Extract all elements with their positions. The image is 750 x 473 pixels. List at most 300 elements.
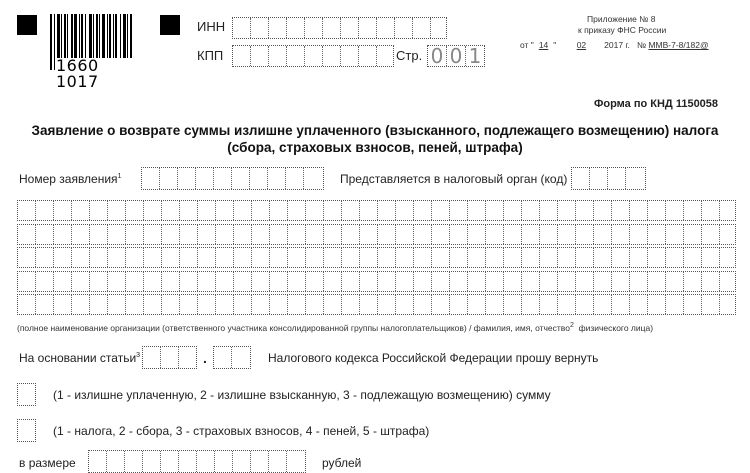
full-name-cell[interactable] xyxy=(324,295,342,314)
full-name-cell[interactable] xyxy=(18,225,36,244)
full-name-cell[interactable] xyxy=(720,295,735,314)
article-paragraph-cell[interactable] xyxy=(232,347,250,368)
full-name-cell[interactable] xyxy=(720,248,735,267)
full-name-row[interactable] xyxy=(17,224,736,245)
kpp-cell[interactable] xyxy=(323,46,341,66)
full-name-cell[interactable] xyxy=(684,225,702,244)
full-name-cell[interactable] xyxy=(648,201,666,220)
full-name-cell[interactable] xyxy=(594,225,612,244)
inn-cell[interactable] xyxy=(287,18,305,38)
article-cell[interactable] xyxy=(179,347,196,368)
refund-type-text: (1 - излишне уплаченную, 2 - излишне взысканную, 3 - подлежащую возмещению) сумму xyxy=(53,388,551,402)
full-name-cell[interactable] xyxy=(468,272,486,291)
tax-authority-cell[interactable] xyxy=(572,168,590,189)
full-name-cell[interactable] xyxy=(468,248,486,267)
full-name-cell[interactable] xyxy=(612,201,630,220)
full-name-cell[interactable] xyxy=(324,272,342,291)
full-name-cell[interactable] xyxy=(576,225,594,244)
amount-cell[interactable] xyxy=(125,451,143,472)
full-name-cell[interactable] xyxy=(540,248,558,267)
full-name-cell[interactable] xyxy=(234,295,252,314)
full-name-cell[interactable] xyxy=(486,225,504,244)
full-name-cell[interactable] xyxy=(234,225,252,244)
full-name-cell[interactable] xyxy=(594,248,612,267)
alignment-marker-right xyxy=(160,15,180,35)
full-name-cell[interactable] xyxy=(360,201,378,220)
payment-type-cell[interactable] xyxy=(18,420,35,441)
form-title-line2: (сбора, страховых взносов, пеней, штрафа) xyxy=(227,140,523,155)
full-name-cell[interactable] xyxy=(90,295,108,314)
full-name-cell[interactable] xyxy=(684,272,702,291)
full-name-cell[interactable] xyxy=(432,248,450,267)
full-name-cell[interactable] xyxy=(450,201,468,220)
full-name-cell[interactable] xyxy=(720,272,735,291)
inn-cell[interactable] xyxy=(323,18,341,38)
full-name-cell[interactable] xyxy=(378,295,396,314)
full-name-cell[interactable] xyxy=(576,201,594,220)
full-name-cell[interactable] xyxy=(72,225,90,244)
tax-authority-label: Представляется в налоговый орган (код) xyxy=(340,172,568,186)
full-name-cell[interactable] xyxy=(72,248,90,267)
full-name-cell[interactable] xyxy=(522,225,540,244)
application-number-field[interactable] xyxy=(141,167,324,190)
full-name-cell[interactable] xyxy=(342,248,360,267)
application-number-cell[interactable] xyxy=(142,168,160,189)
full-name-cell[interactable] xyxy=(378,248,396,267)
full-name-cell[interactable] xyxy=(396,201,414,220)
full-name-cell[interactable] xyxy=(306,272,324,291)
annex-day: 14 xyxy=(538,40,549,50)
kpp-cell[interactable] xyxy=(269,46,287,66)
tax-authority-cell[interactable] xyxy=(590,168,608,189)
full-name-cell[interactable] xyxy=(180,272,198,291)
full-name-cell[interactable] xyxy=(360,272,378,291)
full-name-cell[interactable] xyxy=(36,272,54,291)
full-name-cell[interactable] xyxy=(162,295,180,314)
full-name-cell[interactable] xyxy=(504,295,522,314)
full-name-cell[interactable] xyxy=(234,201,252,220)
full-name-cell[interactable] xyxy=(360,295,378,314)
full-name-cell[interactable] xyxy=(162,248,180,267)
tax-authority-cell[interactable] xyxy=(608,168,626,189)
page-label: Стр. xyxy=(396,48,423,63)
annex-line1: Приложение № 8 xyxy=(587,14,656,24)
full-name-cell[interactable] xyxy=(630,225,648,244)
full-name-cell[interactable] xyxy=(270,201,288,220)
full-name-cell[interactable] xyxy=(270,225,288,244)
inn-label: ИНН xyxy=(197,19,226,34)
full-name-cell[interactable] xyxy=(378,272,396,291)
inn-cell[interactable] xyxy=(341,18,359,38)
kpp-label: КПП xyxy=(197,48,224,63)
full-name-cell[interactable] xyxy=(378,201,396,220)
full-name-cell[interactable] xyxy=(486,248,504,267)
application-number-cell[interactable] xyxy=(268,168,286,189)
full-name-cell[interactable] xyxy=(90,201,108,220)
article-cell[interactable] xyxy=(161,347,179,368)
full-name-cell[interactable] xyxy=(108,225,126,244)
full-name-cell[interactable] xyxy=(270,272,288,291)
full-name-cell[interactable] xyxy=(108,201,126,220)
inn-cell[interactable] xyxy=(269,18,287,38)
full-name-cell[interactable] xyxy=(216,201,234,220)
full-name-cell[interactable] xyxy=(54,201,72,220)
full-name-cell[interactable] xyxy=(90,248,108,267)
application-number-cell[interactable] xyxy=(214,168,232,189)
full-name-cell[interactable] xyxy=(648,272,666,291)
full-name-cell[interactable] xyxy=(684,295,702,314)
full-name-cell[interactable] xyxy=(576,248,594,267)
full-name-cell[interactable] xyxy=(180,248,198,267)
full-name-cell[interactable] xyxy=(36,225,54,244)
full-name-cell[interactable] xyxy=(576,295,594,314)
full-name-cell[interactable] xyxy=(558,225,576,244)
full-name-cell[interactable] xyxy=(144,248,162,267)
full-name-cell[interactable] xyxy=(126,272,144,291)
kpp-cell[interactable] xyxy=(251,46,269,66)
payment-type-text: (1 - налога, 2 - сбора, 3 - страховых взносов, 4 - пеней, 5 - штрафа) xyxy=(53,424,430,438)
full-name-cell[interactable] xyxy=(684,201,702,220)
full-name-cell[interactable] xyxy=(468,201,486,220)
full-name-cell[interactable] xyxy=(180,225,198,244)
full-name-cell[interactable] xyxy=(666,248,684,267)
full-name-cell[interactable] xyxy=(432,201,450,220)
full-name-cell[interactable] xyxy=(144,201,162,220)
full-name-cell[interactable] xyxy=(324,248,342,267)
full-name-cell[interactable] xyxy=(450,225,468,244)
kpp-cell[interactable] xyxy=(233,46,251,66)
full-name-caption: (полное наименование организации (ответственного участника консолидированной группы налогоплательщиков) / фамилия, имя, отчество$^2$ физического лица) xyxy=(17,322,654,333)
full-name-cell[interactable] xyxy=(666,295,684,314)
full-name-row[interactable] xyxy=(17,271,736,292)
full-name-cell[interactable] xyxy=(216,295,234,314)
inn-cell[interactable] xyxy=(251,18,269,38)
annex-order-number: ММВ-7-8/182@ xyxy=(648,40,709,50)
full-name-cell[interactable] xyxy=(306,225,324,244)
full-name-cell[interactable] xyxy=(288,201,306,220)
full-name-cell[interactable] xyxy=(504,201,522,220)
full-name-cell[interactable] xyxy=(54,295,72,314)
amount-cell[interactable] xyxy=(161,451,179,472)
full-name-cell[interactable] xyxy=(90,272,108,291)
full-name-cell[interactable] xyxy=(702,225,720,244)
tax-authority-cell[interactable] xyxy=(626,168,645,189)
full-name-cell[interactable] xyxy=(234,272,252,291)
annex-year: 2017 г. xyxy=(604,40,630,50)
amount-label: в размере xyxy=(19,456,76,470)
full-name-cell[interactable] xyxy=(216,225,234,244)
full-name-cell[interactable] xyxy=(198,248,216,267)
application-number-cell[interactable] xyxy=(304,168,323,189)
full-name-cell[interactable] xyxy=(360,225,378,244)
full-name-cell[interactable] xyxy=(180,295,198,314)
full-name-cell[interactable] xyxy=(324,201,342,220)
amount-cell[interactable] xyxy=(179,451,197,472)
inn-field[interactable] xyxy=(232,17,447,39)
full-name-cell[interactable] xyxy=(126,201,144,220)
full-name-cell[interactable] xyxy=(666,272,684,291)
full-name-cell[interactable] xyxy=(396,295,414,314)
tax-code-text: Налогового кодекса Российской Федерации прошу вернуть xyxy=(268,351,599,365)
full-name-cell[interactable] xyxy=(288,295,306,314)
page-digit: 0 xyxy=(428,46,447,66)
full-name-cell[interactable] xyxy=(432,225,450,244)
full-name-cell[interactable] xyxy=(612,248,630,267)
full-name-cell[interactable] xyxy=(288,225,306,244)
full-name-cell[interactable] xyxy=(216,272,234,291)
full-name-cell[interactable] xyxy=(270,295,288,314)
full-name-cell[interactable] xyxy=(630,248,648,267)
full-name-cell[interactable] xyxy=(252,295,270,314)
full-name-cell[interactable] xyxy=(162,225,180,244)
full-name-cell[interactable] xyxy=(18,201,36,220)
full-name-cell[interactable] xyxy=(648,225,666,244)
full-name-cell[interactable] xyxy=(198,295,216,314)
kpp-cell[interactable] xyxy=(377,46,393,66)
full-name-cell[interactable] xyxy=(72,272,90,291)
payment-type-field[interactable] xyxy=(17,419,36,442)
full-name-cell[interactable] xyxy=(486,295,504,314)
tax-authority-code-field[interactable] xyxy=(571,167,646,190)
full-name-cell[interactable] xyxy=(648,295,666,314)
full-name-cell[interactable] xyxy=(306,248,324,267)
full-name-cell[interactable] xyxy=(630,295,648,314)
page-digit: 0 xyxy=(447,46,466,66)
barcode xyxy=(50,14,146,91)
full-name-cell[interactable] xyxy=(126,248,144,267)
full-name-cell[interactable] xyxy=(702,272,720,291)
full-name-cell[interactable] xyxy=(306,295,324,314)
full-name-cell[interactable] xyxy=(468,225,486,244)
full-name-cell[interactable] xyxy=(72,201,90,220)
full-name-cell[interactable] xyxy=(162,201,180,220)
full-name-cell[interactable] xyxy=(540,201,558,220)
full-name-cell[interactable] xyxy=(522,272,540,291)
full-name-cell[interactable] xyxy=(684,248,702,267)
full-name-cell[interactable] xyxy=(54,225,72,244)
refund-type-cell[interactable] xyxy=(18,384,35,405)
amount-unit: рублей xyxy=(322,456,362,470)
full-name-cell[interactable] xyxy=(522,295,540,314)
full-name-row[interactable] xyxy=(17,294,736,315)
full-name-cell[interactable] xyxy=(108,248,126,267)
full-name-cell[interactable] xyxy=(558,248,576,267)
full-name-cell[interactable] xyxy=(450,295,468,314)
full-name-cell[interactable] xyxy=(270,248,288,267)
full-name-cell[interactable] xyxy=(18,295,36,314)
barcode-number: 1660 1017 xyxy=(55,58,146,90)
full-name-cell[interactable] xyxy=(108,295,126,314)
full-name-cell[interactable] xyxy=(558,272,576,291)
full-name-cell[interactable] xyxy=(306,201,324,220)
full-name-cell[interactable] xyxy=(36,248,54,267)
full-name-cell[interactable] xyxy=(612,295,630,314)
full-name-cell[interactable] xyxy=(72,295,90,314)
form-title-line1: Заявление о возврате суммы излишне уплаченного (взысканного, подлежащего возмещению) налога xyxy=(31,123,719,138)
full-name-cell[interactable] xyxy=(540,272,558,291)
full-name-cell[interactable] xyxy=(612,225,630,244)
inn-cell[interactable] xyxy=(431,18,446,38)
full-name-cell[interactable] xyxy=(198,225,216,244)
full-name-cell[interactable] xyxy=(36,295,54,314)
inn-cell[interactable] xyxy=(233,18,251,38)
article-dot: . xyxy=(203,350,207,366)
amount-cell[interactable] xyxy=(143,451,161,472)
article-number-field[interactable] xyxy=(142,346,197,369)
amount-cell[interactable] xyxy=(269,451,287,472)
full-name-cell[interactable] xyxy=(324,225,342,244)
full-name-cell[interactable] xyxy=(450,248,468,267)
full-name-cell[interactable] xyxy=(198,272,216,291)
kpp-field[interactable] xyxy=(232,45,394,67)
full-name-cell[interactable] xyxy=(594,201,612,220)
full-name-cell[interactable] xyxy=(342,225,360,244)
inn-cell[interactable] xyxy=(395,18,413,38)
full-name-cell[interactable] xyxy=(342,272,360,291)
full-name-cell[interactable] xyxy=(396,248,414,267)
full-name-cell[interactable] xyxy=(216,248,234,267)
application-number-cell[interactable] xyxy=(286,168,304,189)
full-name-cell[interactable] xyxy=(630,272,648,291)
full-name-cell[interactable] xyxy=(594,295,612,314)
full-name-cell[interactable] xyxy=(198,201,216,220)
full-name-cell[interactable] xyxy=(126,295,144,314)
full-name-cell[interactable] xyxy=(540,295,558,314)
article-paragraph-cell[interactable] xyxy=(214,347,232,368)
annex-date-line: от " 14 " 02 2017 г. № ММВ-7-8/182@ xyxy=(520,40,709,50)
full-name-cell[interactable] xyxy=(144,295,162,314)
refund-type-field[interactable] xyxy=(17,383,36,406)
full-name-cell[interactable] xyxy=(54,248,72,267)
full-name-cell[interactable] xyxy=(612,272,630,291)
kpp-cell[interactable] xyxy=(305,46,323,66)
full-name-cell[interactable] xyxy=(342,295,360,314)
full-name-cell[interactable] xyxy=(252,201,270,220)
full-name-cell[interactable] xyxy=(180,201,198,220)
full-name-cell[interactable] xyxy=(468,295,486,314)
full-name-cell[interactable] xyxy=(18,248,36,267)
full-name-row[interactable] xyxy=(17,200,736,221)
full-name-cell[interactable] xyxy=(702,201,720,220)
article-label: На основании статьи$^3$ xyxy=(19,351,141,365)
full-name-cell[interactable] xyxy=(666,225,684,244)
full-name-cell[interactable] xyxy=(36,201,54,220)
inn-cell[interactable] xyxy=(359,18,377,38)
full-name-cell[interactable] xyxy=(54,272,72,291)
annex-line2: к приказу ФНС России xyxy=(578,25,667,35)
full-name-cell[interactable] xyxy=(342,201,360,220)
full-name-cell[interactable] xyxy=(630,201,648,220)
full-name-cell[interactable] xyxy=(360,248,378,267)
full-name-cell[interactable] xyxy=(144,272,162,291)
amount-cell[interactable] xyxy=(287,451,305,472)
full-name-cell[interactable] xyxy=(720,225,735,244)
page-number-field xyxy=(427,45,485,67)
application-number-cell[interactable] xyxy=(250,168,268,189)
full-name-cell[interactable] xyxy=(594,272,612,291)
full-name-cell[interactable] xyxy=(450,272,468,291)
amount-cell[interactable] xyxy=(107,451,125,472)
full-name-cell[interactable] xyxy=(558,201,576,220)
amount-cell[interactable] xyxy=(233,451,251,472)
article-paragraph-field[interactable] xyxy=(213,346,251,369)
full-name-cell[interactable] xyxy=(378,225,396,244)
full-name-cell[interactable] xyxy=(504,225,522,244)
full-name-cell[interactable] xyxy=(288,248,306,267)
full-name-cell[interactable] xyxy=(234,248,252,267)
full-name-cell[interactable] xyxy=(414,248,432,267)
full-name-cell[interactable] xyxy=(648,248,666,267)
full-name-cell[interactable] xyxy=(720,201,735,220)
full-name-cell[interactable] xyxy=(396,272,414,291)
full-name-cell[interactable] xyxy=(288,272,306,291)
full-name-cell[interactable] xyxy=(414,295,432,314)
full-name-cell[interactable] xyxy=(486,201,504,220)
full-name-cell[interactable] xyxy=(252,225,270,244)
application-number-cell[interactable] xyxy=(160,168,178,189)
full-name-cell[interactable] xyxy=(414,272,432,291)
full-name-cell[interactable] xyxy=(108,272,126,291)
application-number-label: Номер заявления$^1$ xyxy=(19,172,122,186)
full-name-cell[interactable] xyxy=(702,295,720,314)
alignment-marker-left xyxy=(17,15,37,35)
inn-cell[interactable] xyxy=(413,18,431,38)
application-number-cell[interactable] xyxy=(232,168,250,189)
full-name-cell[interactable] xyxy=(540,225,558,244)
amount-field[interactable] xyxy=(88,450,306,473)
kpp-cell[interactable] xyxy=(341,46,359,66)
article-cell[interactable] xyxy=(143,347,161,368)
amount-cell[interactable] xyxy=(251,451,269,472)
full-name-cell[interactable] xyxy=(144,225,162,244)
full-name-row[interactable] xyxy=(17,247,736,268)
amount-cell[interactable] xyxy=(89,451,107,472)
full-name-cell[interactable] xyxy=(522,201,540,220)
full-name-cell[interactable] xyxy=(414,225,432,244)
full-name-cell[interactable] xyxy=(702,248,720,267)
full-name-cell[interactable] xyxy=(252,272,270,291)
full-name-cell[interactable] xyxy=(432,272,450,291)
full-name-cell[interactable] xyxy=(504,272,522,291)
full-name-cell[interactable] xyxy=(126,225,144,244)
full-name-cell[interactable] xyxy=(576,272,594,291)
full-name-cell[interactable] xyxy=(666,201,684,220)
full-name-cell[interactable] xyxy=(252,248,270,267)
form-code: Форма по КНД 1150058 xyxy=(594,98,719,110)
application-number-cell[interactable] xyxy=(178,168,196,189)
amount-cell[interactable] xyxy=(215,451,233,472)
kpp-cell[interactable] xyxy=(359,46,377,66)
application-number-cell[interactable] xyxy=(196,168,214,189)
full-name-grid[interactable] xyxy=(17,200,736,316)
full-name-cell[interactable] xyxy=(504,248,522,267)
full-name-cell[interactable] xyxy=(90,225,108,244)
kpp-cell[interactable] xyxy=(287,46,305,66)
annex-month: 02 xyxy=(576,40,587,50)
full-name-cell[interactable] xyxy=(522,248,540,267)
inn-cell[interactable] xyxy=(305,18,323,38)
full-name-cell[interactable] xyxy=(432,295,450,314)
full-name-cell[interactable] xyxy=(396,225,414,244)
full-name-cell[interactable] xyxy=(414,201,432,220)
full-name-cell[interactable] xyxy=(18,272,36,291)
inn-cell[interactable] xyxy=(377,18,395,38)
full-name-cell[interactable] xyxy=(162,272,180,291)
amount-cell[interactable] xyxy=(197,451,215,472)
full-name-cell[interactable] xyxy=(558,295,576,314)
page-digit: 1 xyxy=(468,44,482,68)
full-name-cell[interactable] xyxy=(486,272,504,291)
